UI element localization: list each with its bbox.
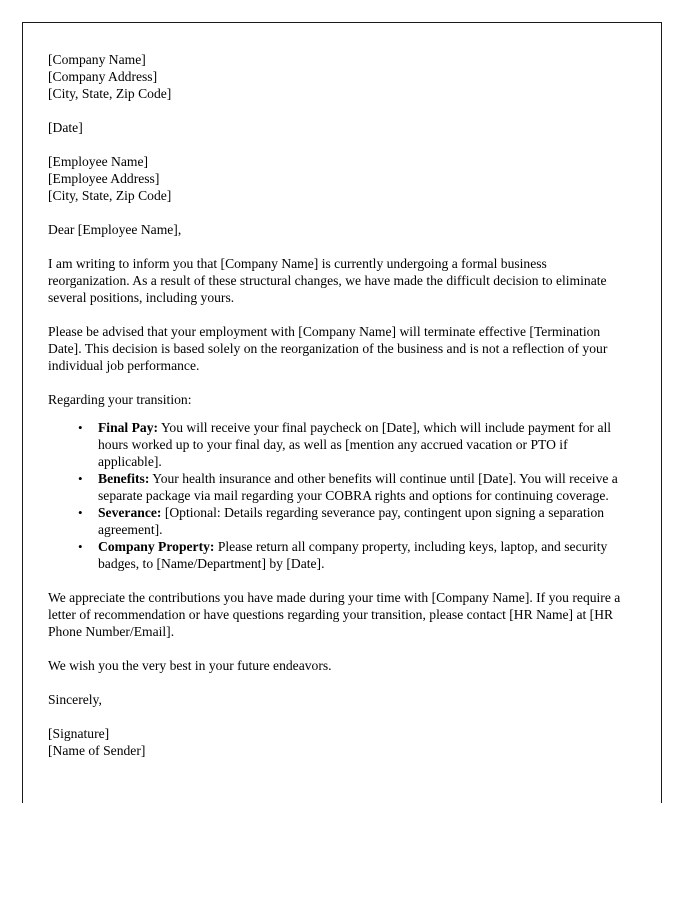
body-paragraph-3: We appreciate the contributions you have made during your time with [Company Name]. If you require a letter of recommendation or have questions regarding your transition, please contact [HR Name] at [HR Phone Number/Email]. (48, 590, 621, 639)
recipient-address-line: [City, State, Zip Code] (48, 188, 172, 203)
sender-address-block (48, 51, 630, 102)
sender-name: [Name of Sender] (48, 743, 146, 758)
recipient-address-block (48, 153, 630, 204)
list-item (88, 470, 630, 504)
sender-address-line: [Company Address] (48, 69, 158, 84)
recipient-address-line: [Employee Name] (48, 154, 149, 169)
list-item-label: Severance: (98, 505, 162, 520)
date-line: [Date] (48, 120, 83, 135)
list-item-text: Please return all company property, including keys, laptop, and security badges, to [Name/Department] by [Date]. (98, 539, 608, 571)
transition-list (48, 419, 630, 572)
list-item-text: [Optional: Details regarding severance pay, contingent upon signing a separation agreement]. (98, 505, 605, 537)
list-item (88, 504, 630, 538)
signature-placeholder: [Signature] (48, 726, 110, 741)
closing: Sincerely, (48, 692, 102, 707)
list-item-text: You will receive your final paycheck on [Date], which will include payment for all hours worked up to your final day, as well as [mention any accrued vacation or PTO if applicable]. (98, 420, 612, 469)
list-item-text: Your health insurance and other benefits will continue until [Date]. You will receive a separate package via mail regarding your COBRA rights and options for continuing coverage. (98, 471, 618, 503)
signature-block (48, 725, 630, 759)
salutation: Dear [Employee Name], (48, 222, 182, 237)
recipient-address-line: [Employee Address] (48, 171, 160, 186)
list-item-label: Company Property: (98, 539, 215, 554)
document-page (22, 22, 662, 803)
sender-address-line: [City, State, Zip Code] (48, 86, 172, 101)
list-item (88, 538, 630, 572)
body-paragraph-4: We wish you the very best in your future endeavors. (48, 658, 332, 673)
letter-content (48, 51, 630, 759)
sender-address-line: [Company Name] (48, 52, 146, 67)
list-item-label: Benefits: (98, 471, 150, 486)
body-paragraph-1: I am writing to inform you that [Company Name] is currently undergoing a formal business reorganization. As a result of these structural changes, we have made the difficult decision to eliminate several positions, including yours. (48, 256, 607, 305)
list-item (88, 419, 630, 470)
transition-lead-in: Regarding your transition: (48, 392, 192, 407)
body-paragraph-2: Please be advised that your employment with [Company Name] will terminate effective [Termination Date]. This decision is based solely on the reorganization of the business and is not a reflection of your individual job performance. (48, 324, 608, 373)
list-item-label: Final Pay: (98, 420, 159, 435)
